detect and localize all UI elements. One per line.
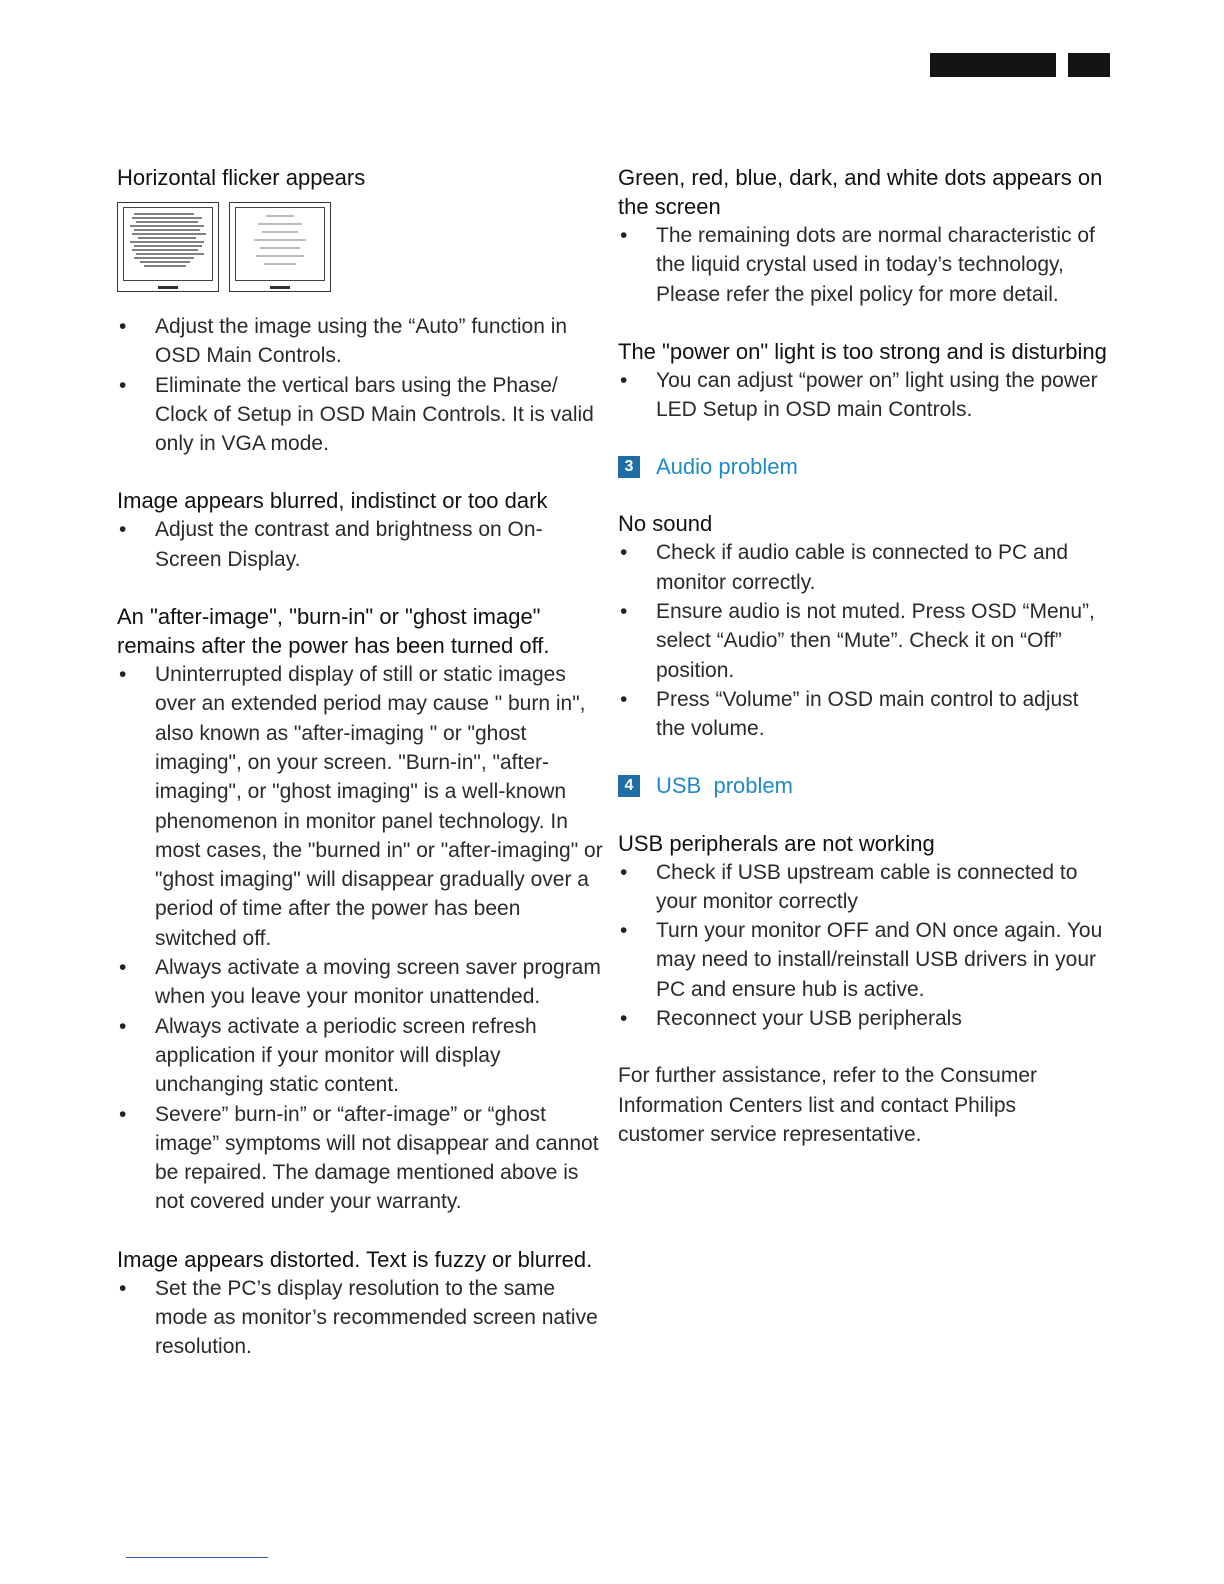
power-title: The "power on" light is too strong and is disturbing: [618, 338, 1107, 364]
distorted-title: Image appears distorted. Text is fuzzy or blurred.: [117, 1246, 593, 1272]
blurred-title: Image appears blurred, indistinct or too dark: [117, 488, 548, 514]
power-list: [618, 366, 1108, 425]
section-number-badge: 3: [618, 456, 640, 478]
list-item: • Severe” burn-in” or “after-image” or “ghost image” symptoms will not disappear and cannot be repaired. The damage mentioned above is not covered under your warranty.: [117, 1100, 607, 1217]
flicker-title: Horizontal flicker appears: [117, 165, 366, 190]
dots-title: Green, red, blue, dark, and white dots appears on the screen: [618, 165, 1103, 219]
left-column: [117, 163, 607, 1362]
list-item: • The remaining dots are normal characteristic of the liquid crystal used in today’s technology, Please refer the pixel policy for more detail.: [618, 221, 1108, 309]
dots-list: [618, 221, 1108, 309]
header-page-block: [1068, 53, 1110, 77]
footer-rule: [126, 1557, 268, 1558]
footer-note: For further assistance, refer to the Consumer Information Centers list and contact Philips customer service representative.: [618, 1064, 1038, 1146]
afterimage-title: An "after-image", "burn-in" or "ghost image" remains after the power has been turned off.: [117, 604, 550, 659]
list-item: • Adjust the contrast and brightness on On-Screen Display.: [117, 515, 607, 574]
audio-section-title: Audio problem: [656, 453, 798, 479]
usb-title: USB peripherals are not working: [618, 830, 935, 856]
usb-section-title: USB problem: [656, 773, 793, 799]
header-tab-block: [930, 53, 1056, 77]
list-item: • Turn your monitor OFF and ON once again. You may need to install/reinstall USB drivers in your PC and ensure hub is active.: [618, 916, 1108, 1004]
blurred-list: [117, 515, 607, 574]
flicker-illustration: [117, 202, 607, 292]
flicker-list: [117, 312, 607, 458]
list-item: • Check if audio cable is connected to PC and monitor correctly.: [618, 538, 1108, 597]
audio-section-heading: [618, 452, 1108, 481]
distorted-list: [117, 1274, 607, 1362]
afterimage-list: [117, 660, 607, 1217]
list-item: • Eliminate the vertical bars using the Phase/ Clock of Setup in OSD Main Controls. It is valid only in VGA mode.: [117, 371, 607, 459]
right-column: [618, 163, 1108, 1149]
list-item: • Check if USB upstream cable is connected to your monitor correctly: [618, 858, 1108, 917]
list-item: • Always activate a moving screen saver program when you leave your monitor unattended.: [117, 953, 607, 1012]
usb-list: [618, 858, 1108, 1034]
list-item: • Uninterrupted display of still or static images over an extended period may cause " burn in", also known as "after-imaging " or "ghost imaging", on your screen. "Burn-in", "after-imaging", or "ghost imaging" is a well-known phenomenon in monitor panel technology. In most cases, the "burned in" or "after-imaging" or "ghost imaging" will disappear gradually over a period of time after the power has been switched off.: [117, 660, 607, 953]
monitor-flicker-icon: [117, 202, 219, 292]
nosound-title: No sound: [618, 511, 713, 537]
list-item: • Ensure audio is not muted. Press OSD “Menu”, select “Audio” then “Mute”. Check it on “Off” position.: [618, 597, 1108, 685]
list-item: • You can adjust “power on” light using the power LED Setup in OSD main Controls.: [618, 366, 1108, 425]
list-item: • Always activate a periodic screen refresh application if your monitor will display unchanging static content.: [117, 1012, 607, 1100]
section-number-badge: 4: [618, 775, 640, 797]
list-item: • Press “Volume” in OSD main control to adjust the volume.: [618, 685, 1108, 744]
usb-section-heading: [618, 772, 1108, 801]
list-item: • Reconnect your USB peripherals: [618, 1004, 1108, 1033]
monitor-normal-icon: [229, 202, 331, 292]
list-item: • Set the PC’s display resolution to the same mode as monitor’s recommended screen native resolution.: [117, 1274, 607, 1362]
nosound-list: [618, 538, 1108, 743]
list-item: • Adjust the image using the “Auto” function in OSD Main Controls.: [117, 312, 607, 371]
